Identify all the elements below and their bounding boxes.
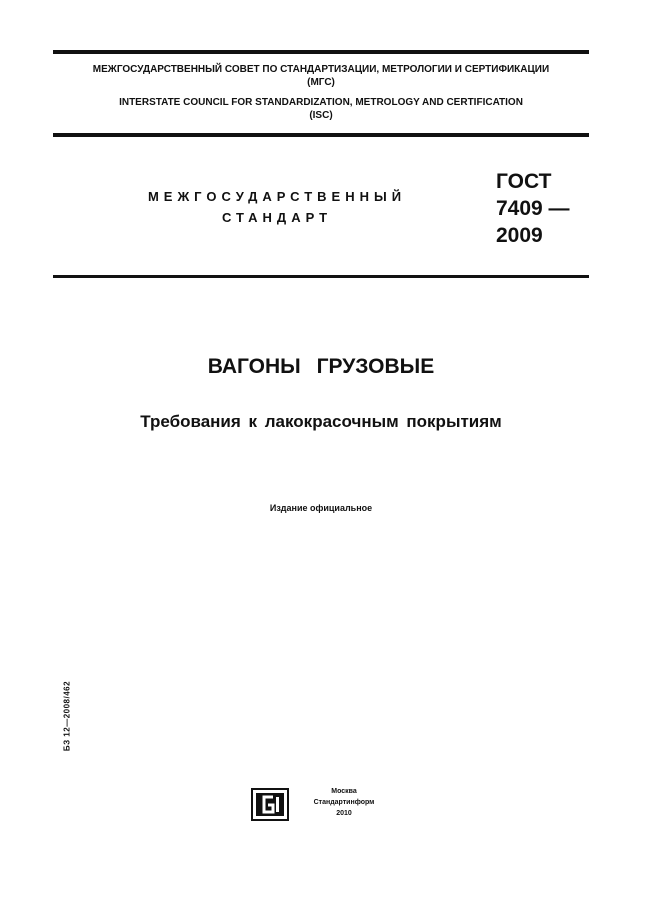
- gost-code-line3: 2009: [496, 224, 543, 247]
- gost-code-line2: 7409 —: [496, 197, 570, 220]
- standard-kind-line2: СТАНДАРТ: [221, 210, 333, 225]
- council-abbr-ru: (МГС): [307, 77, 335, 88]
- council-name-en: INTERSTATE COUNCIL FOR STANDARDIZATION, METROLOGY AND CERTIFICATION: [119, 97, 523, 108]
- side-registration-code: БЗ 12—2008/462: [62, 680, 72, 752]
- council-name-ru: МЕЖГОСУДАРСТВЕННЫЙ СОВЕТ ПО СТАНДАРТИЗАЦИИ, МЕТРОЛОГИИ И СЕРТИФИКАЦИИ: [92, 64, 550, 75]
- standard-kind-line1: МЕЖГОСУДАРСТВЕННЫЙ: [147, 189, 407, 204]
- document-title: ВАГОНЫ ГРУЗОВЫЕ: [207, 355, 435, 378]
- standard-kind: [118, 186, 436, 228]
- council-header: [53, 63, 589, 122]
- publisher-year: 2010: [336, 810, 352, 817]
- middle-rule: [53, 133, 589, 137]
- edition-label: Издание официальное: [269, 503, 373, 513]
- bottom-rule: [53, 275, 589, 278]
- council-abbr-en: (ISC): [309, 110, 333, 121]
- gost-code: [496, 168, 606, 249]
- top-rule: [53, 50, 589, 54]
- document-subtitle: Требования к лакокрасочным покрытиям: [140, 412, 502, 431]
- publisher-name: Стандартинформ: [313, 799, 375, 806]
- publisher-info: [309, 786, 379, 819]
- publisher-city: Москва: [331, 788, 357, 795]
- gost-code-line1: ГОСТ: [496, 170, 552, 193]
- publisher-logo-icon: [251, 788, 289, 821]
